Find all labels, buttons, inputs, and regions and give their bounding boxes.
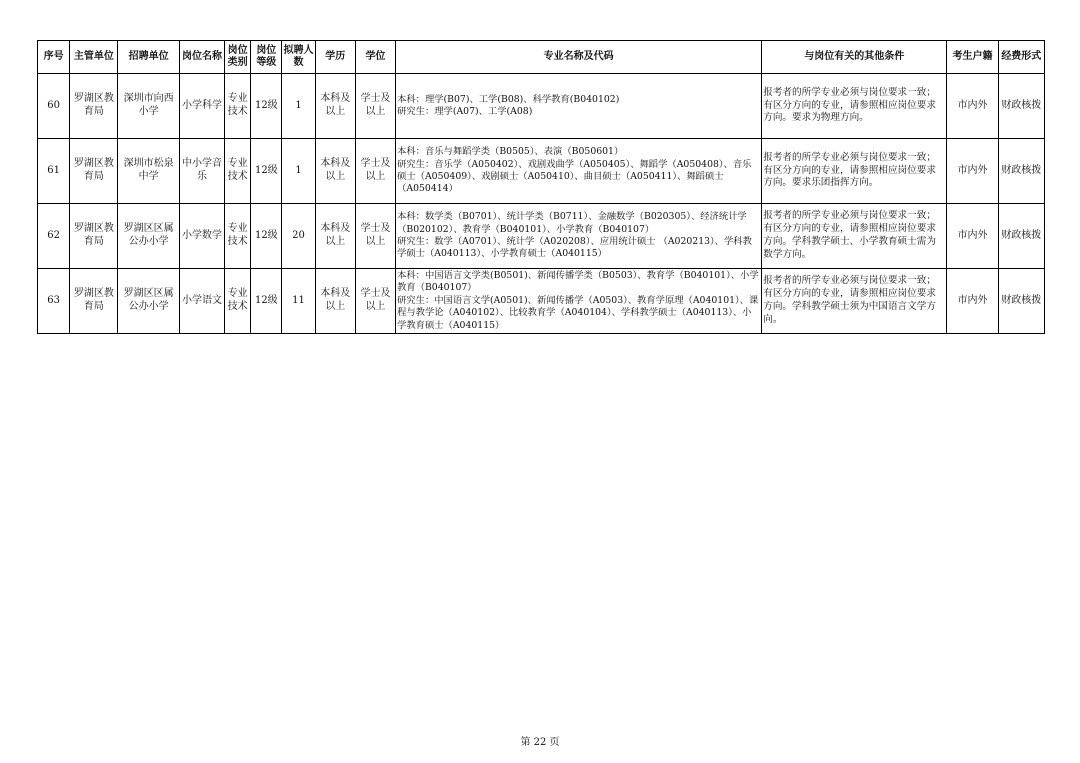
cell-degree: 学士及以上 [355, 269, 395, 334]
page-number: 第 22 页 [520, 737, 560, 748]
cell-level: 12级 [251, 74, 282, 139]
cell-edu: 本科及以上 [315, 204, 355, 269]
cell-post: 小学语文 [179, 269, 224, 334]
cell-major [396, 204, 762, 269]
cell-edu: 本科及以上 [315, 74, 355, 139]
cell-cond: 报考者的所学专业必须与岗位要求一致；有区分方向的专业，请参照相应岗位要求方向。学科教学硕士、小学教育硕士需为数学方向。 [762, 204, 947, 269]
major-undergrad: 本科：理学(B07)、工学(B08)、科学教育(B040102) [397, 93, 620, 105]
cell-fund: 财政核拨 [998, 204, 1044, 269]
cell-major [396, 269, 762, 334]
cell-unit: 深圳市向西小学 [118, 74, 179, 139]
major-graduate: 研究生：理学(A07)、工学(A08) [397, 106, 533, 117]
cell-cond: 报考者的所学专业必须与岗位要求一致；有区分方向的专业，请参照相应岗位要求方向。学科教学硕士须为中国语言文学方向。 [762, 269, 947, 334]
cell-fund: 财政核拨 [998, 139, 1044, 204]
header-dept: 主管单位 [70, 41, 118, 74]
cell-dept: 罗湖区教育局 [70, 269, 118, 334]
table-row [38, 139, 1045, 204]
job-table [37, 40, 1045, 334]
cell-post: 小学数学 [179, 204, 224, 269]
cell-degree: 学士及以上 [355, 204, 395, 269]
cell-dept: 罗湖区教育局 [70, 139, 118, 204]
header-degree: 学位 [355, 41, 395, 74]
cell-unit: 罗湖区区属公办小学 [118, 269, 179, 334]
header-row [38, 41, 1045, 74]
header-edu: 学历 [315, 41, 355, 74]
table-row [38, 74, 1045, 139]
major-undergrad: 本科：数学类（B0701）、统计学类（B0711）、金融数学（B020305）、经济统计学（B020102）、教育学（B040101）、小学教育（B040107） [397, 211, 747, 235]
cell-level: 12级 [251, 139, 282, 204]
cell-unit: 罗湖区区属公办小学 [118, 204, 179, 269]
cell-post: 中小学音乐 [179, 139, 224, 204]
table-row [38, 269, 1045, 334]
cell-seq: 62 [38, 204, 70, 269]
cell-num: 1 [282, 74, 315, 139]
cell-degree: 学士及以上 [355, 74, 395, 139]
major-undergrad: 本科：音乐与舞蹈学类（B0505）、表演（B050601） [397, 146, 624, 158]
cell-seq: 61 [38, 139, 70, 204]
cell-post: 小学科学 [179, 74, 224, 139]
cell-hukou: 市内外 [947, 74, 998, 139]
header-ptype: 岗位类别 [225, 41, 251, 74]
cell-major [396, 74, 762, 139]
cell-level: 12级 [251, 269, 282, 334]
header-unit: 招聘单位 [118, 41, 179, 74]
cell-seq: 60 [38, 74, 70, 139]
cell-num: 11 [282, 269, 315, 334]
cell-degree: 学士及以上 [355, 139, 395, 204]
cell-ptype: 专业技术 [225, 269, 251, 334]
cell-cond: 报考者的所学专业必须与岗位要求一致；有区分方向的专业，请参照相应岗位要求方向。要求为物理方向。 [762, 74, 947, 139]
header-cond: 与岗位有关的其他条件 [762, 41, 947, 74]
cell-dept: 罗湖区教育局 [70, 74, 118, 139]
cell-unit: 深圳市松泉中学 [118, 139, 179, 204]
header-num: 拟聘人数 [282, 41, 315, 74]
cell-num: 1 [282, 139, 315, 204]
cell-level: 12级 [251, 204, 282, 269]
header-major: 专业名称及代码 [396, 41, 762, 74]
major-graduate: 研究生：数学（A0701）、统计学（A020208）、应用统计硕士 （A020213）、学科教学硕士（A040113）、小学教育硕士（A040115） [397, 236, 752, 260]
cell-fund: 财政核拨 [998, 269, 1044, 334]
cell-hukou: 市内外 [947, 269, 998, 334]
cell-ptype: 专业技术 [225, 74, 251, 139]
header-seq: 序号 [38, 41, 70, 74]
cell-fund: 财政核拨 [998, 74, 1044, 139]
major-undergrad: 本科：中国语言文学类(B0501)、新闻传播学类（B0503）、教育学（B040101）、小学教育（B040107） [397, 269, 759, 294]
cell-edu: 本科及以上 [315, 139, 355, 204]
cell-hukou: 市内外 [947, 139, 998, 204]
major-graduate: 研究生：音乐学（A050402）、戏剧戏曲学（A050405）、舞蹈学（A050408）、音乐硕士（A050409）、戏剧硕士（A050410）、曲目硕士（A050411）、舞蹈硕士（A050414） [397, 158, 752, 195]
cell-hukou: 市内外 [947, 204, 998, 269]
header-fund: 经费形式 [998, 41, 1044, 74]
cell-ptype: 专业技术 [225, 139, 251, 204]
header-level: 岗位等级 [251, 41, 282, 74]
cell-seq: 63 [38, 269, 70, 334]
cell-edu: 本科及以上 [315, 269, 355, 334]
cell-ptype: 专业技术 [225, 204, 251, 269]
header-post: 岗位名称 [179, 41, 224, 74]
cell-major [396, 139, 762, 204]
major-graduate: 研究生：中国语言文学(A0501)、新闻传播学（A0503）、教育学原理（A040101）、课程与教学论（A040102）、比较教育学（A040104）、学科教学硕士（A040113）、小学教育硕士（A040115） [397, 294, 759, 331]
header-hukou: 考生户籍 [947, 41, 998, 74]
table-row [38, 204, 1045, 269]
cell-num: 20 [282, 204, 315, 269]
cell-dept: 罗湖区教育局 [70, 204, 118, 269]
cell-cond: 报考者的所学专业必须与岗位要求一致；有区分方向的专业，请参照相应岗位要求方向。要求乐团指挥方向。 [762, 139, 947, 204]
